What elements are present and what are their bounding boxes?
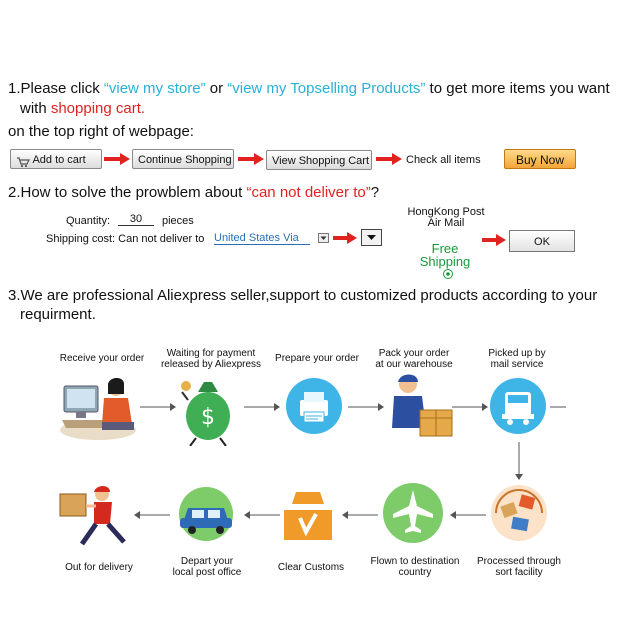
- shipping-cost-label: Shipping cost: Can not deliver to: [46, 233, 205, 245]
- carrier-line2: Air Mail: [427, 217, 465, 229]
- flow-arrow-icon: [244, 402, 280, 412]
- airplane-icon: [380, 480, 446, 546]
- computer-user-icon: [58, 372, 140, 442]
- flow-label-customs: Clear Customs: [277, 562, 345, 573]
- flow-label-waiting-1: Waiting for payment: [166, 348, 256, 359]
- carrier-label: [404, 207, 488, 229]
- step3-line1: 3.We are professional Aliexpress seller,support to customized products according to your: [8, 287, 598, 304]
- step1-line2: [20, 100, 145, 117]
- sort-facility-icon: [488, 482, 550, 544]
- flow-label-depart-1: Depart your: [180, 556, 234, 567]
- flow-label-processed-1: Processed through: [477, 556, 561, 567]
- flow-label-receive: Receive your order: [59, 353, 145, 364]
- dropdown-button[interactable]: [361, 229, 382, 246]
- flow-label-pack-2: at our warehouse: [375, 359, 453, 370]
- free-shipping-option: [412, 242, 478, 268]
- step1-prefix: 1.Please click: [8, 80, 104, 97]
- cart-icon: [16, 155, 30, 165]
- flow-label-depart: [164, 556, 250, 578]
- shopping-cart-text: shopping cart.: [50, 100, 146, 117]
- flow-arrow-icon: [452, 402, 488, 412]
- step3-line2: requirment.: [20, 306, 96, 323]
- warehouse-worker-icon: [384, 372, 458, 442]
- arrow-icon: [376, 153, 402, 165]
- customs-officer-icon: [278, 488, 338, 544]
- flow-label-depart-2: local post office: [172, 567, 242, 578]
- flow-label-waiting-2: released by Aliexpress: [160, 359, 262, 370]
- view-shopping-cart-button[interactable]: View Shopping Cart: [266, 150, 372, 170]
- flow-arrow-left-icon: [450, 510, 486, 520]
- free-label: Free: [431, 241, 459, 256]
- step1-suffix: to get more items you want: [425, 80, 610, 97]
- truck-icon: [488, 376, 548, 436]
- dropdown-small-icon[interactable]: [318, 233, 329, 243]
- step1-line2-prefix: with: [20, 100, 51, 117]
- flow-label-flown-2: country: [398, 567, 432, 578]
- flow-arrow-icon: [348, 402, 384, 412]
- flow-label-processed-2: sort facility: [495, 567, 543, 578]
- ok-button[interactable]: OK: [509, 230, 575, 252]
- quantity-label: Quantity:: [66, 215, 111, 227]
- flow-label-pack: [370, 348, 458, 370]
- arrow-icon: [238, 153, 264, 165]
- flow-label-prepare: Prepare your order: [275, 353, 359, 364]
- flow-label-picked-2: mail service: [490, 359, 544, 370]
- view-top-selling-link[interactable]: “view my Topselling Products”: [227, 80, 426, 97]
- arrow-icon: [333, 232, 357, 244]
- check-all-items-text: Check all items: [406, 154, 481, 166]
- printer-icon: [284, 376, 344, 436]
- svg-text:$: $: [201, 405, 215, 430]
- flow-arrow-icon: [140, 402, 176, 412]
- add-to-cart-button[interactable]: [10, 149, 102, 169]
- continue-shopping-button[interactable]: Continue Shopping: [132, 149, 234, 169]
- flow-label-flown-1: Flown to destination: [370, 556, 460, 567]
- flow-label-picked: [478, 348, 556, 370]
- pieces-label: pieces: [162, 215, 194, 227]
- flow-label-out: Out for delivery: [65, 562, 133, 573]
- step2-prefix: 2.How to solve the prowblem about: [8, 184, 247, 201]
- step1-line3: on the top right of webpage:: [8, 123, 194, 140]
- carrier-line1: HongKong Post: [407, 206, 485, 218]
- flow-arrow-left-icon: [134, 510, 170, 520]
- country-select[interactable]: United States Via: [214, 232, 310, 245]
- flow-label-picked-1: Picked up by: [488, 348, 546, 359]
- step1-or: or: [205, 80, 228, 97]
- buy-now-button[interactable]: Buy Now: [504, 149, 576, 169]
- step2-suffix: ?: [370, 184, 380, 201]
- flow-label-pack-1: Pack your order: [378, 348, 450, 359]
- flow-arrow-left-icon: [342, 510, 378, 520]
- arrow-icon: [104, 153, 130, 165]
- cannot-deliver-text: “can not deliver to”: [246, 184, 371, 201]
- flow-label-processed: [470, 556, 568, 578]
- quantity-input[interactable]: 30: [118, 213, 154, 226]
- view-my-store-link[interactable]: “view my store”: [103, 80, 206, 97]
- radio-selected-icon[interactable]: [442, 268, 454, 280]
- shipping-label: Shipping: [419, 254, 471, 269]
- money-bag-icon: [176, 366, 240, 446]
- car-icon: [170, 486, 242, 542]
- flow-arrow-down-icon: [514, 442, 524, 482]
- flow-arrow-left-icon: [244, 510, 280, 520]
- arrow-icon: [482, 234, 506, 246]
- add-to-cart-label: Add to cart: [32, 154, 86, 166]
- flow-label-flown: [364, 556, 466, 578]
- delivery-man-icon: [56, 484, 146, 552]
- step1-line1: [8, 80, 610, 97]
- step2-title: [8, 184, 379, 201]
- flow-line-icon: [550, 402, 568, 412]
